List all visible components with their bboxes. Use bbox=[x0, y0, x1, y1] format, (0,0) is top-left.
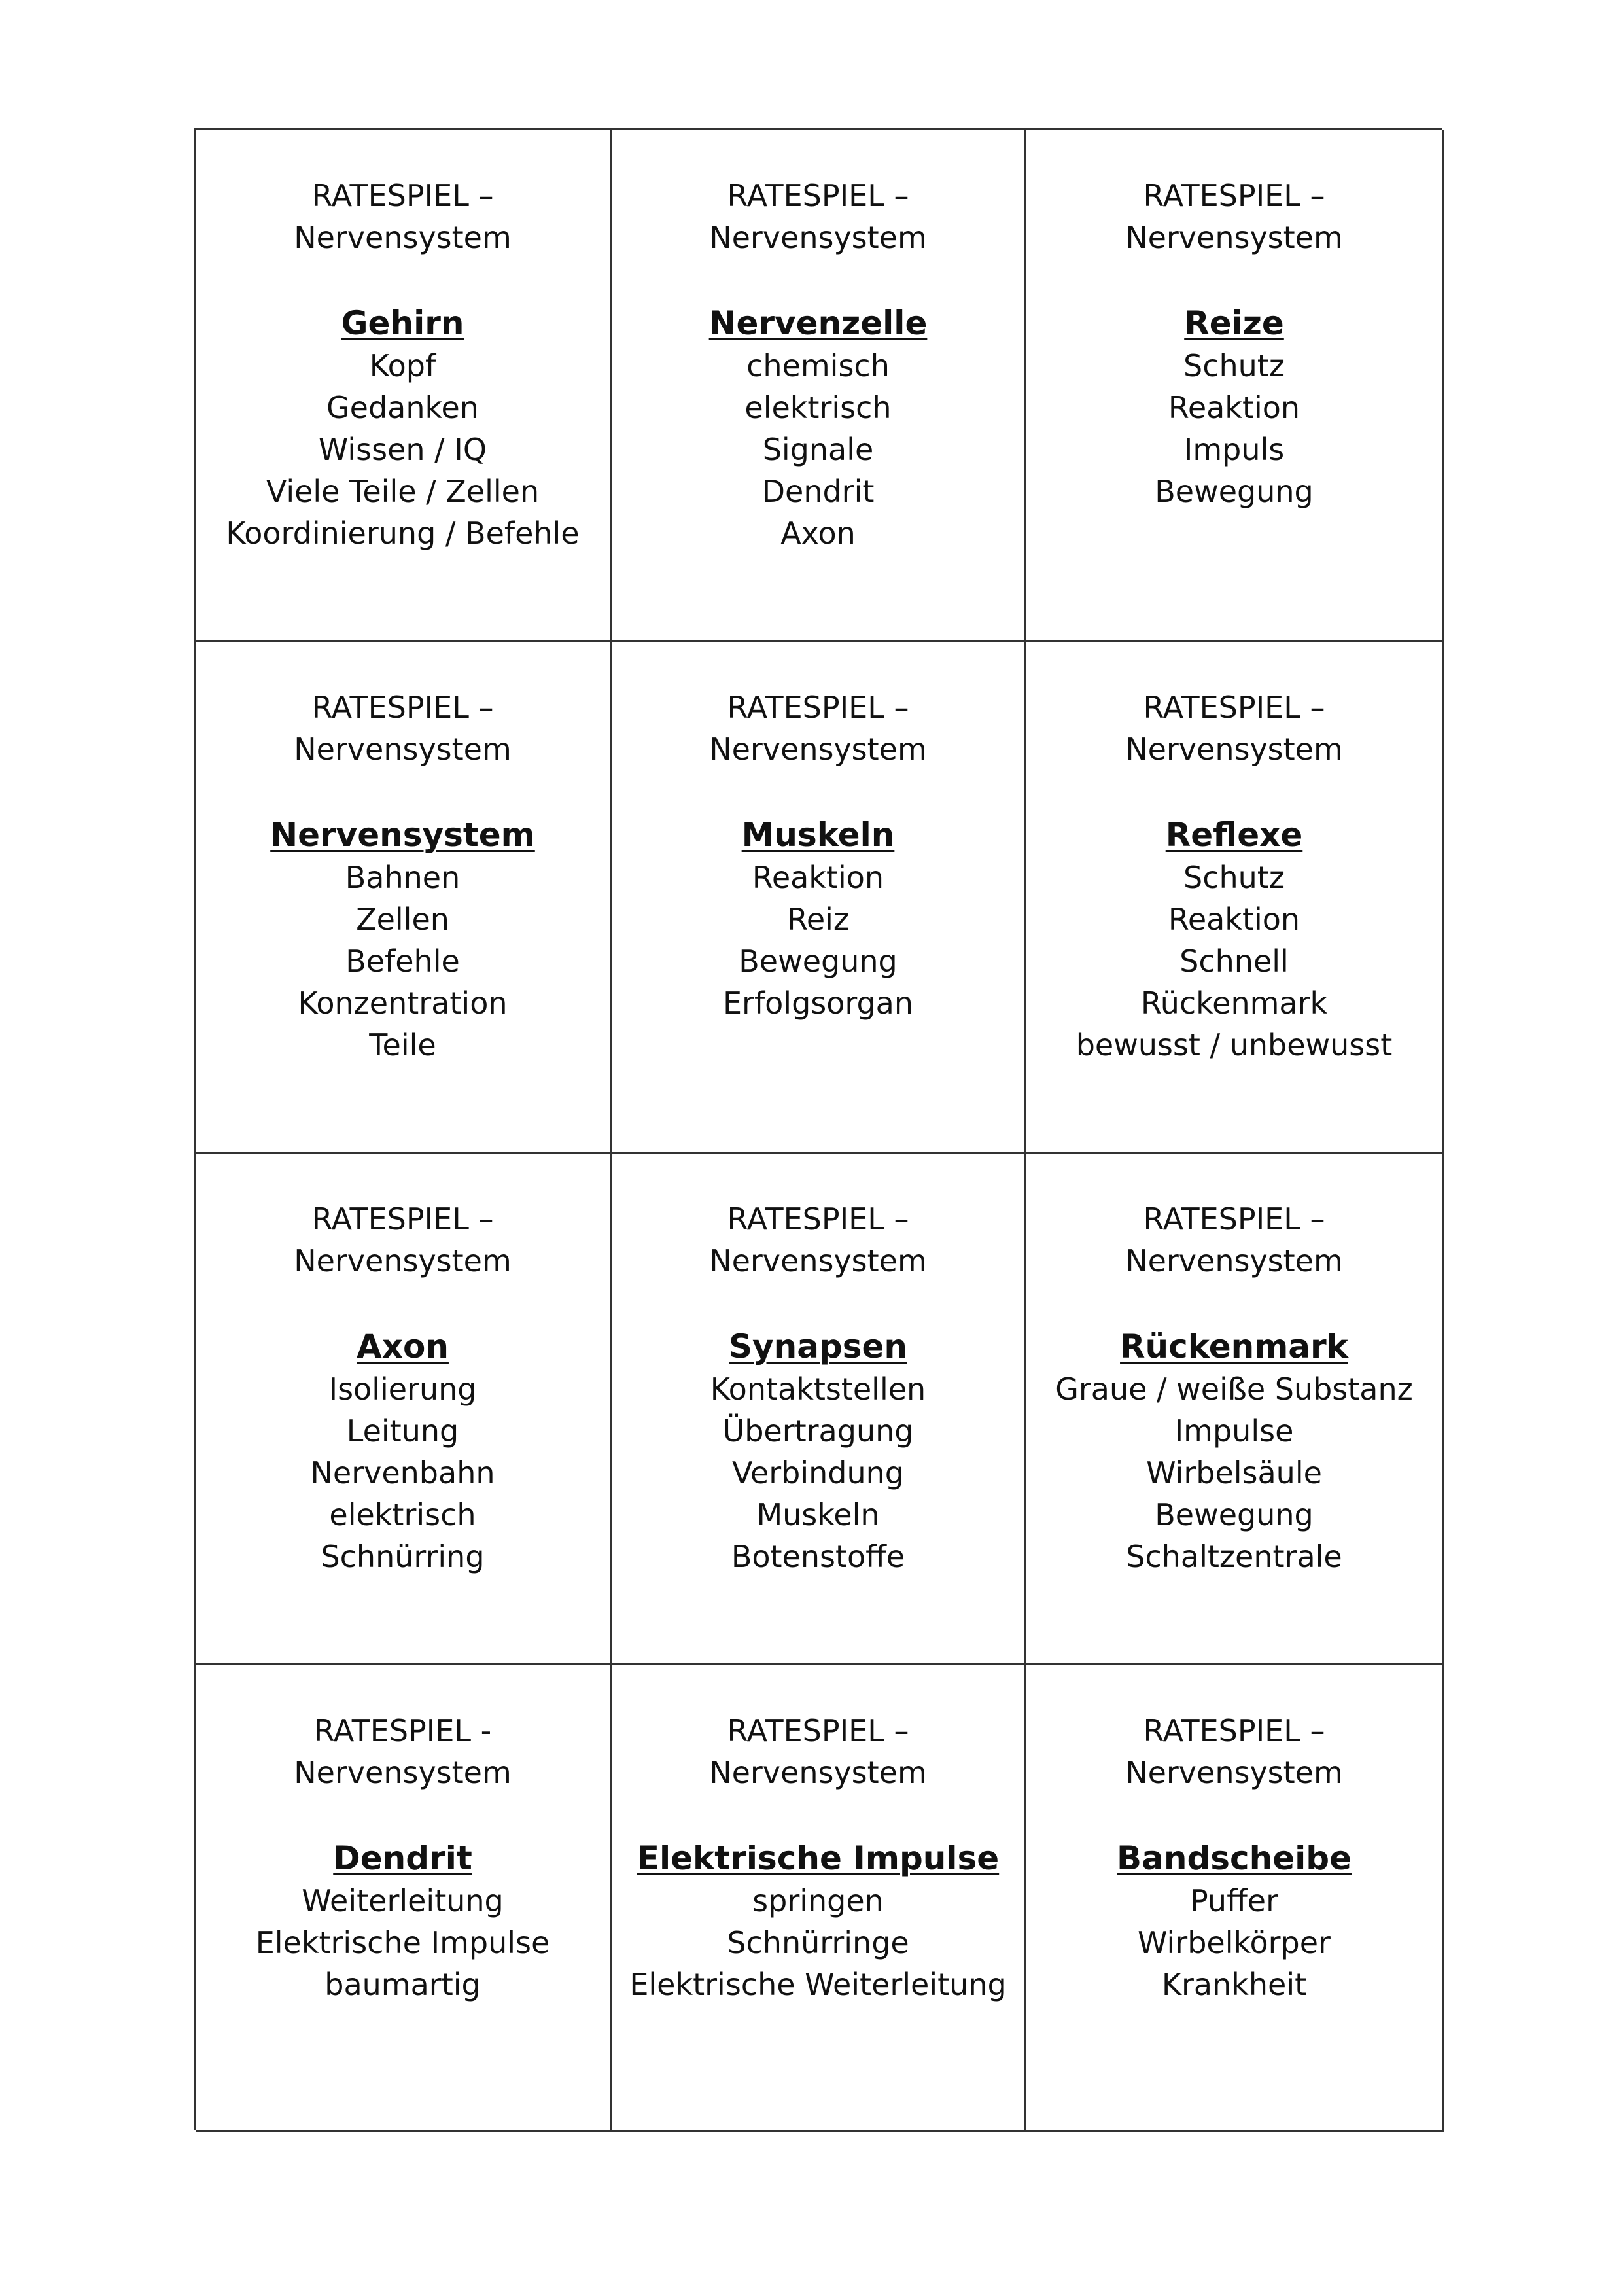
card-term: Bandscheibe bbox=[1117, 1839, 1352, 1877]
card-clue: Dendrit bbox=[761, 474, 875, 509]
card-header-subtitle: Nervensystem bbox=[1125, 1243, 1343, 1279]
card-term: Nervenzelle bbox=[708, 304, 928, 342]
card-clue: bewusst / unbewusst bbox=[1075, 1027, 1393, 1063]
card-clue: Kontaktstellen bbox=[710, 1371, 926, 1407]
card-clue: Schutz bbox=[1183, 348, 1285, 383]
card-term: Muskeln bbox=[741, 816, 895, 854]
card-term: Rückenmark bbox=[1120, 1328, 1348, 1366]
card-clue: Reaktion bbox=[1168, 902, 1300, 937]
card-clue: Schutz bbox=[1183, 860, 1285, 895]
card-header-title: RATESPIEL - bbox=[313, 1713, 492, 1748]
card-header-subtitle: Nervensystem bbox=[294, 1243, 512, 1279]
card-clue: Verbindung bbox=[732, 1455, 904, 1491]
card-clue: Impulse bbox=[1174, 1413, 1294, 1449]
game-card bbox=[196, 1154, 612, 1665]
card-clue: baumartig bbox=[324, 1967, 481, 2002]
card-header-title: RATESPIEL – bbox=[727, 1201, 909, 1237]
game-card bbox=[1026, 642, 1444, 1154]
card-header-title: RATESPIEL – bbox=[727, 178, 909, 213]
card-clue-list bbox=[1026, 345, 1442, 512]
card-clue-list bbox=[1026, 857, 1442, 1066]
card-clue: Konzentration bbox=[298, 985, 508, 1021]
card-clue-list bbox=[196, 1368, 610, 1578]
card-clue-list bbox=[612, 857, 1024, 1024]
card-header-subtitle: Nervensystem bbox=[1125, 1755, 1343, 1790]
card-clue-list bbox=[196, 1880, 610, 2005]
card-clue: Leitung bbox=[346, 1413, 459, 1449]
game-card bbox=[196, 1665, 612, 2132]
card-clue: Isolierung bbox=[328, 1371, 477, 1407]
card-header-title: RATESPIEL – bbox=[311, 690, 494, 725]
card-header-title: RATESPIEL – bbox=[311, 1201, 494, 1237]
card-header-subtitle: Nervensystem bbox=[709, 220, 927, 255]
card-clue: Befehle bbox=[345, 944, 460, 979]
card-clue: Impuls bbox=[1183, 432, 1285, 467]
card-clue: Schnürring bbox=[321, 1539, 485, 1574]
card-clue: Wirbelkörper bbox=[1138, 1925, 1331, 1960]
card-term: Dendrit bbox=[333, 1839, 472, 1877]
card-clue: Bewegung bbox=[1155, 1497, 1314, 1532]
card-clue-list bbox=[612, 345, 1024, 554]
card-clue: Botenstoffe bbox=[731, 1539, 905, 1574]
card-header-title: RATESPIEL – bbox=[1143, 690, 1325, 725]
card-header-title: RATESPIEL – bbox=[727, 1713, 909, 1748]
card-clue: Kopf bbox=[369, 348, 436, 383]
card-clue: Krankheit bbox=[1161, 1967, 1307, 2002]
game-card bbox=[196, 130, 612, 642]
card-clue: springen bbox=[752, 1883, 884, 1918]
game-card bbox=[1026, 130, 1444, 642]
card-clue: Elektrische Weiterleitung bbox=[629, 1967, 1007, 2002]
card-clue: Graue / weiße Substanz bbox=[1055, 1371, 1413, 1407]
card-clue: Wirbelsäule bbox=[1146, 1455, 1322, 1491]
game-card bbox=[612, 642, 1026, 1154]
card-clue: elektrisch bbox=[329, 1497, 476, 1532]
card-term: Elektrische Impulse bbox=[637, 1839, 1000, 1877]
card-clue: Weiterleitung bbox=[302, 1883, 504, 1918]
card-clue: Viele Teile / Zellen bbox=[266, 474, 540, 509]
card-clue: chemisch bbox=[746, 348, 890, 383]
card-clue-list bbox=[612, 1880, 1024, 2005]
card-clue: Bahnen bbox=[345, 860, 461, 895]
game-card bbox=[612, 1665, 1026, 2132]
card-grid bbox=[194, 128, 1442, 2130]
card-clue-list bbox=[196, 857, 610, 1066]
card-clue: Signale bbox=[762, 432, 874, 467]
card-clue: Muskeln bbox=[756, 1497, 880, 1532]
game-card bbox=[612, 130, 1026, 642]
card-term: Reize bbox=[1184, 304, 1284, 342]
card-term: Axon bbox=[357, 1328, 449, 1366]
card-clue: Bewegung bbox=[739, 944, 898, 979]
card-header-subtitle: Nervensystem bbox=[709, 1755, 927, 1790]
card-clue-list bbox=[1026, 1880, 1442, 2005]
card-clue: Axon bbox=[780, 516, 856, 551]
card-clue: Zellen bbox=[356, 902, 449, 937]
card-term: Nervensystem bbox=[270, 816, 535, 854]
card-clue: Reaktion bbox=[1168, 390, 1300, 425]
card-clue: Nervenbahn bbox=[310, 1455, 495, 1491]
card-header-subtitle: Nervensystem bbox=[294, 1755, 512, 1790]
card-clue: Erfolgsorgan bbox=[722, 985, 914, 1021]
card-clue: Reaktion bbox=[752, 860, 884, 895]
card-header-title: RATESPIEL – bbox=[311, 178, 494, 213]
card-header-title: RATESPIEL – bbox=[1143, 1201, 1325, 1237]
card-clue-list bbox=[1026, 1368, 1442, 1578]
card-clue: Bewegung bbox=[1155, 474, 1314, 509]
card-term: Reflexe bbox=[1165, 816, 1303, 854]
card-header-title: RATESPIEL – bbox=[1143, 178, 1325, 213]
card-clue: Schnell bbox=[1179, 944, 1289, 979]
card-header-subtitle: Nervensystem bbox=[709, 1243, 927, 1279]
card-clue: Rückenmark bbox=[1140, 985, 1328, 1021]
card-header-title: RATESPIEL – bbox=[727, 690, 909, 725]
card-header-title: RATESPIEL – bbox=[1143, 1713, 1325, 1748]
card-term: Synapsen bbox=[729, 1328, 907, 1366]
card-clue: Reiz bbox=[786, 902, 850, 937]
card-clue: Schaltzentrale bbox=[1126, 1539, 1342, 1574]
card-clue: Übertragung bbox=[722, 1413, 914, 1449]
card-clue: Gedanken bbox=[326, 390, 479, 425]
card-clue: Wissen / IQ bbox=[318, 432, 487, 467]
game-card bbox=[1026, 1154, 1444, 1665]
card-header-subtitle: Nervensystem bbox=[1125, 220, 1343, 255]
game-card bbox=[1026, 1665, 1444, 2132]
card-term: Gehirn bbox=[341, 304, 464, 342]
game-card bbox=[196, 642, 612, 1154]
card-clue: elektrisch bbox=[744, 390, 892, 425]
card-clue-list bbox=[612, 1368, 1024, 1578]
card-clue: Teile bbox=[369, 1027, 436, 1063]
card-clue: Schnürringe bbox=[727, 1925, 909, 1960]
game-card bbox=[612, 1154, 1026, 1665]
card-clue: Elektrische Impulse bbox=[255, 1925, 550, 1960]
card-clue: Puffer bbox=[1190, 1883, 1278, 1918]
card-header-subtitle: Nervensystem bbox=[294, 220, 512, 255]
card-header-subtitle: Nervensystem bbox=[709, 732, 927, 767]
card-header-subtitle: Nervensystem bbox=[1125, 732, 1343, 767]
card-header-subtitle: Nervensystem bbox=[294, 732, 512, 767]
card-clue-list bbox=[196, 345, 610, 554]
card-clue: Koordinierung / Befehle bbox=[226, 516, 580, 551]
